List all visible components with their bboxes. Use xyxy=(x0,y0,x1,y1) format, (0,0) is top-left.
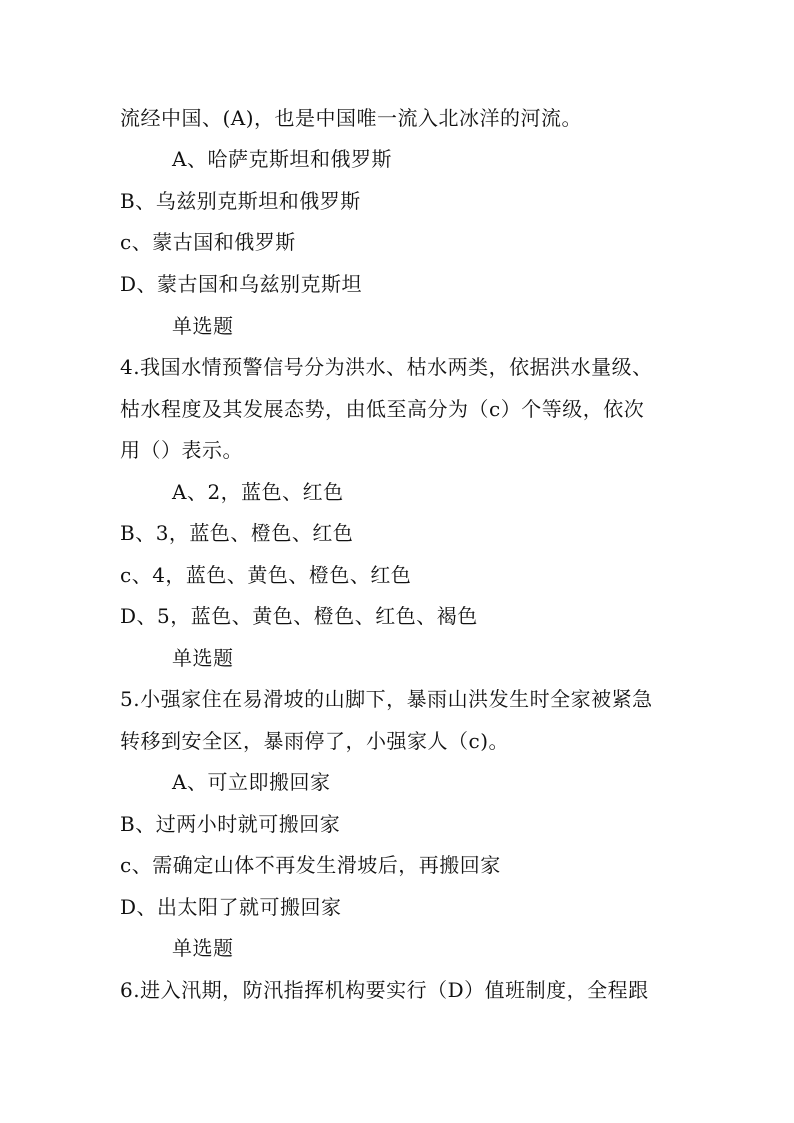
q3-option-a: A、哈萨克斯坦和俄罗斯 xyxy=(172,147,392,171)
q3-option-d: D、蒙古国和乌兹别克斯坦 xyxy=(120,272,363,296)
q4-option-c: c、4，蓝色、黄色、橙色、红色 xyxy=(120,563,412,587)
q5-type-label: 单选题 xyxy=(172,646,234,670)
q3-option-c: c、蒙古国和俄罗斯 xyxy=(120,230,296,254)
q4-stem-line-3: 用（）表示。 xyxy=(120,438,243,462)
q4-option-a: A、2，蓝色、红色 xyxy=(172,480,344,504)
q5-option-a: A、可立即搬回家 xyxy=(172,770,331,794)
q6-stem-line-1: 6.进入汛期，防汛指挥机构要实行（D）值班制度，全程跟 xyxy=(120,978,649,1002)
q5-stem-line-1: 5.小强家住在易滑坡的山脚下，暴雨山洪发生时全家被紧急 xyxy=(120,687,653,711)
q3-stem-tail: 流经中国、(A)，也是中国唯一流入北冰洋的河流。 xyxy=(120,106,583,130)
q5-option-d: D、出太阳了就可搬回家 xyxy=(120,895,342,919)
q6-type-label: 单选题 xyxy=(172,936,234,960)
q4-option-d: D、5，蓝色、黄色、橙色、红色、褐色 xyxy=(120,604,478,628)
q4-type-label: 单选题 xyxy=(172,314,234,338)
q5-option-b: B、过两小时就可搬回家 xyxy=(120,812,341,836)
q3-option-b: B、乌兹别克斯坦和俄罗斯 xyxy=(120,189,361,213)
q4-stem-line-2: 枯水程度及其发展态势，由低至高分为（c）个等级，依次 xyxy=(120,397,645,421)
q5-stem-line-2: 转移到安全区，暴雨停了，小强家人（c)。 xyxy=(120,729,510,753)
q4-option-b: B、3，蓝色、橙色、红色 xyxy=(120,521,354,545)
q4-stem-line-1: 4.我国水情预警信号分为洪水、枯水两类，依据洪水量级、 xyxy=(120,355,653,379)
q5-option-c: c、需确定山体不再发生滑坡后，再搬回家 xyxy=(120,853,501,877)
